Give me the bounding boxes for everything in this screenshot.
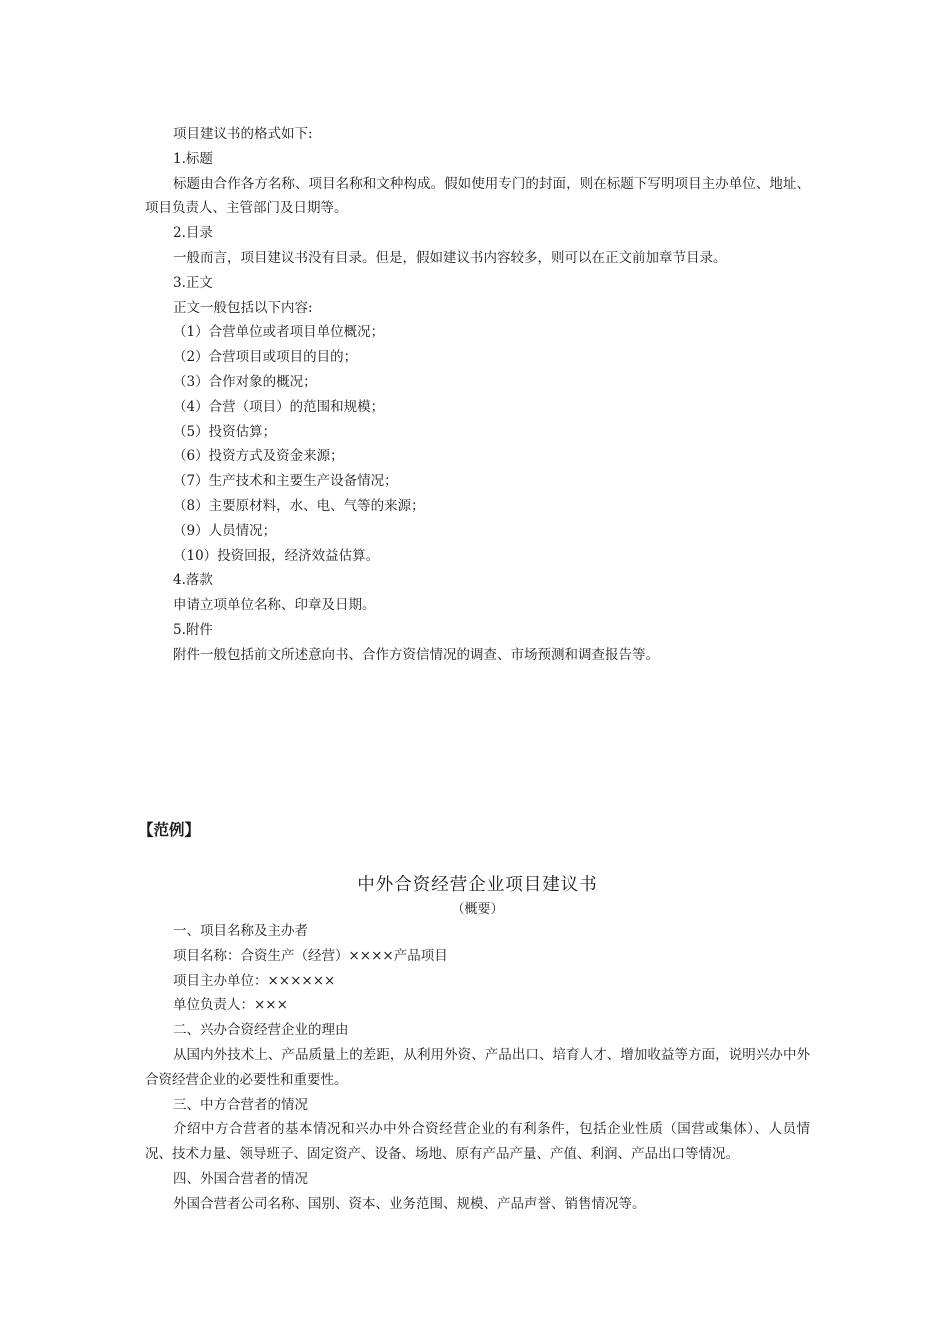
section-2-text: 一般而言，项目建议书没有目录。但是，假如建议书内容较多，则可以在正文前加章节目录。 (173, 249, 727, 266)
example-title: 中外合资经营企业项目建议书 (357, 875, 598, 895)
list-item: （10）投资回报，经济效益估算。 (173, 547, 380, 564)
section-5-title: 5.附件 (173, 621, 213, 638)
project-host: 项目主办单位：×××××× (173, 972, 336, 989)
section-1-text: 标题由合作各方名称、项目名称和文种构成。假如使用专门的封面，则在标题下写明项目主办单位、地址、项目负责人、主管部门及日期等。 (145, 175, 810, 217)
format-section (145, 122, 810, 668)
section-3-intro: 正文一般包括以下内容: (173, 299, 313, 316)
part-2-text: 从国内外技术上、产品质量上的差距，从利用外资、产品出口、培育人才、增加收益等方面，说明兴办中外合资经营企业的必要性和重要性。 (145, 1046, 810, 1088)
part-3-title: 三、中方合营者的情况 (173, 1096, 308, 1113)
part-1-title: 一、项目名称及主办者 (173, 923, 308, 939)
example-section (145, 919, 810, 1217)
format-intro: 项目建议书的格式如下: (173, 126, 313, 142)
project-name: 项目名称：合资生产（经营）××××产品项目 (173, 947, 448, 964)
example-subtitle: （概要） (451, 902, 504, 917)
list-item: （4）合营（项目）的范围和规模； (173, 398, 385, 415)
section-5-text: 附件一般包括前文所述意向书、合作方资信情况的调查、市场预测和调查报告等。 (173, 646, 659, 663)
list-item: （1）合营单位或者项目单位概况； (173, 324, 385, 341)
section-2-title: 2.目录 (173, 225, 213, 242)
section-3-title: 3.正文 (173, 274, 213, 291)
list-item: （7）生产技术和主要生产设备情况； (173, 473, 398, 490)
unit-head: 单位负责人：××× (173, 997, 288, 1014)
part-3-text: 介绍中方合营者的基本情况和兴办中外合资经营企业的有利条件，包括企业性质（国营或集体）、人员情况、技术力量、领导班子、固定资产、设备、场地、原有产品产量、产值、利润、产品出口等情况。 (145, 1121, 810, 1163)
part-4-title: 四、外国合营者的情况 (173, 1170, 308, 1187)
part-2-title: 二、兴办合资经营企业的理由 (173, 1022, 349, 1039)
list-item: （6）投资方式及资金来源； (173, 448, 344, 465)
part-4-text: 外国合营者公司名称、国别、资本、业务范围、规模、产品声誉、销售情况等。 (173, 1195, 646, 1212)
section-4-title: 4.落款 (173, 572, 213, 589)
list-item: （8）主要原材料，水、电、气等的来源； (173, 497, 425, 514)
example-heading: 【范例】 (138, 821, 201, 839)
list-item: （5）投资估算； (173, 423, 277, 440)
list-item: （9）人员情况； (173, 522, 277, 539)
list-item: （2）合营项目或项目的目的； (173, 349, 358, 366)
section-1-title: 1.标题 (173, 150, 213, 167)
list-item: （3）合作对象的概况； (173, 373, 317, 390)
section-4-text: 申请立项单位名称、印章及日期。 (173, 597, 376, 614)
